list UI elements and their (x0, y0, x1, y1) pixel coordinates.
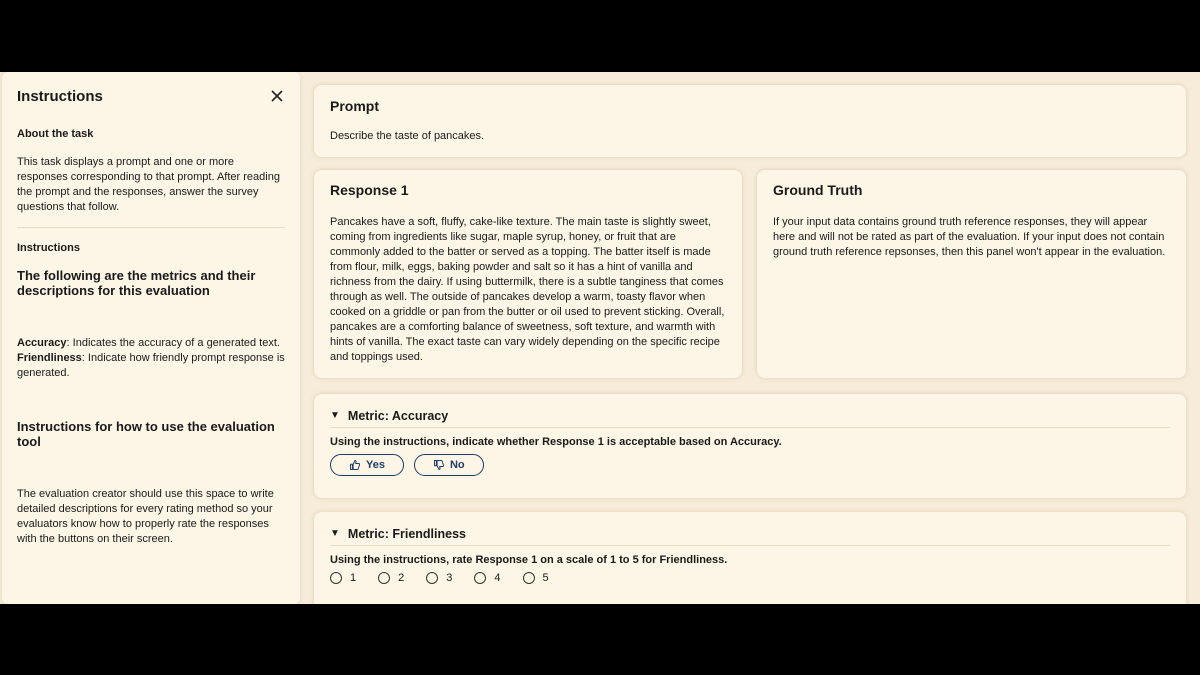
ground-truth-text: If your input data contains ground truth reference responses, they will appear here and will not be rated as part of the evaluation. If your input does not contain ground truth reference repsonses, then this panel won't appear in the evaluation. (773, 216, 1166, 258)
metric-accuracy-title: Metric: Accuracy (347, 408, 449, 423)
response-title: Response 1 (330, 182, 409, 198)
caret-down-icon[interactable]: ▼ (330, 528, 340, 539)
ground-truth-title: Ground Truth (773, 182, 863, 198)
rating-label: 4 (494, 572, 501, 584)
sidebar-divider (17, 227, 285, 228)
yes-button-label: Yes (366, 459, 385, 471)
instructions-sidebar (2, 72, 300, 604)
accuracy-question: Using the instructions, indicate whether Response 1 is acceptable based on Accuracy. (330, 436, 782, 448)
letterbox-top (0, 0, 1200, 72)
metric-accuracy-header[interactable] (330, 404, 1170, 428)
rating-label: 1 (350, 572, 357, 584)
metric-friendliness-title: Metric: Friendliness (347, 526, 466, 541)
yes-button[interactable] (330, 454, 404, 476)
radio-button[interactable] (523, 572, 535, 584)
metric-name: Accuracy (17, 337, 67, 349)
friendliness-question: Using the instructions, rate Response 1 on a scale of 1 to 5 for Friendliness. (330, 554, 728, 566)
response-text: Pancakes have a soft, fluffy, cake-like texture. The main taste is slightly sweet, coming from ingredients like sugar, maple syrup, honey, or fruit that are commonly added to the batter or served as a topping. The batter itself is made from flour, milk, eggs, baking powder and salt so it has a hint of vanilla and richness from the dairy. If using buttermilk, there is a subtle tanginess that comes through as well. The outside of pancakes develop a warm, toasty flavor when cooked on a griddle or pan from the butter or oil used to prevent sticking. Overall, pancakes are a comforting balance of sweetness, soft texture, and warmth with hints of vanilla. The exact taste can vary widely depending on the specific recipe and toppings used. (330, 216, 725, 363)
accuracy-button-row (330, 454, 1170, 476)
ground-truth-card (757, 170, 1186, 378)
metric-description-friendliness (17, 351, 285, 381)
metric-name: Friendliness (17, 352, 82, 364)
tool-instructions-text: The evaluation creator should use this space to write detailed descriptions for every rating method so your evaluators know how to properly rate the responses with the buttons on their screen. (17, 488, 274, 545)
about-task-text: This task displays a prompt and one or more responses corresponding to that prompt. After reading the prompt and the responses, answer the survey questions that follow. (17, 156, 280, 213)
rating-option-1[interactable] (330, 572, 356, 584)
letterbox-bottom (0, 604, 1200, 675)
rating-option-5[interactable] (523, 572, 549, 584)
thumbs-down-icon (433, 459, 445, 471)
prompt-text: Describe the taste of pancakes. (330, 130, 485, 142)
tool-instructions-heading: Instructions for how to use the evaluation tool (17, 419, 275, 449)
rating-option-4[interactable] (474, 572, 500, 584)
friendliness-rating-group (330, 572, 1170, 584)
radio-button[interactable] (378, 572, 390, 584)
metrics-description-list (17, 336, 285, 381)
prompt-card (314, 85, 1186, 157)
metric-friendliness-card (314, 512, 1186, 604)
metric-desc: : Indicate how friendly prompt response is generated. (17, 352, 285, 379)
rating-option-2[interactable] (378, 572, 404, 584)
response-card (314, 170, 742, 378)
evaluation-screen (0, 72, 1200, 604)
rating-label: 2 (398, 572, 405, 584)
metric-accuracy-card (314, 394, 1186, 498)
metric-friendliness-header[interactable] (330, 522, 1170, 546)
metric-desc: : Indicates the accuracy of a generated text. (66, 337, 280, 349)
no-button-label: No (449, 459, 465, 471)
radio-button[interactable] (426, 572, 438, 584)
rating-label: 5 (542, 572, 549, 584)
no-button[interactable] (414, 454, 484, 476)
caret-down-icon[interactable]: ▼ (330, 410, 340, 421)
rating-option-3[interactable] (426, 572, 452, 584)
prompt-title: Prompt (330, 98, 379, 114)
metric-description-accuracy (17, 336, 285, 351)
metrics-heading: The following are the metrics and their descriptions for this evaluation (17, 268, 256, 298)
radio-button[interactable] (330, 572, 342, 584)
rating-label: 3 (446, 572, 453, 584)
close-icon[interactable] (269, 88, 285, 104)
radio-button[interactable] (474, 572, 486, 584)
sidebar-header (17, 84, 285, 108)
instructions-heading: Instructions (17, 242, 80, 254)
sidebar-title: Instructions (17, 87, 103, 105)
thumbs-up-icon (349, 459, 361, 471)
about-task-heading: About the task (17, 128, 94, 140)
